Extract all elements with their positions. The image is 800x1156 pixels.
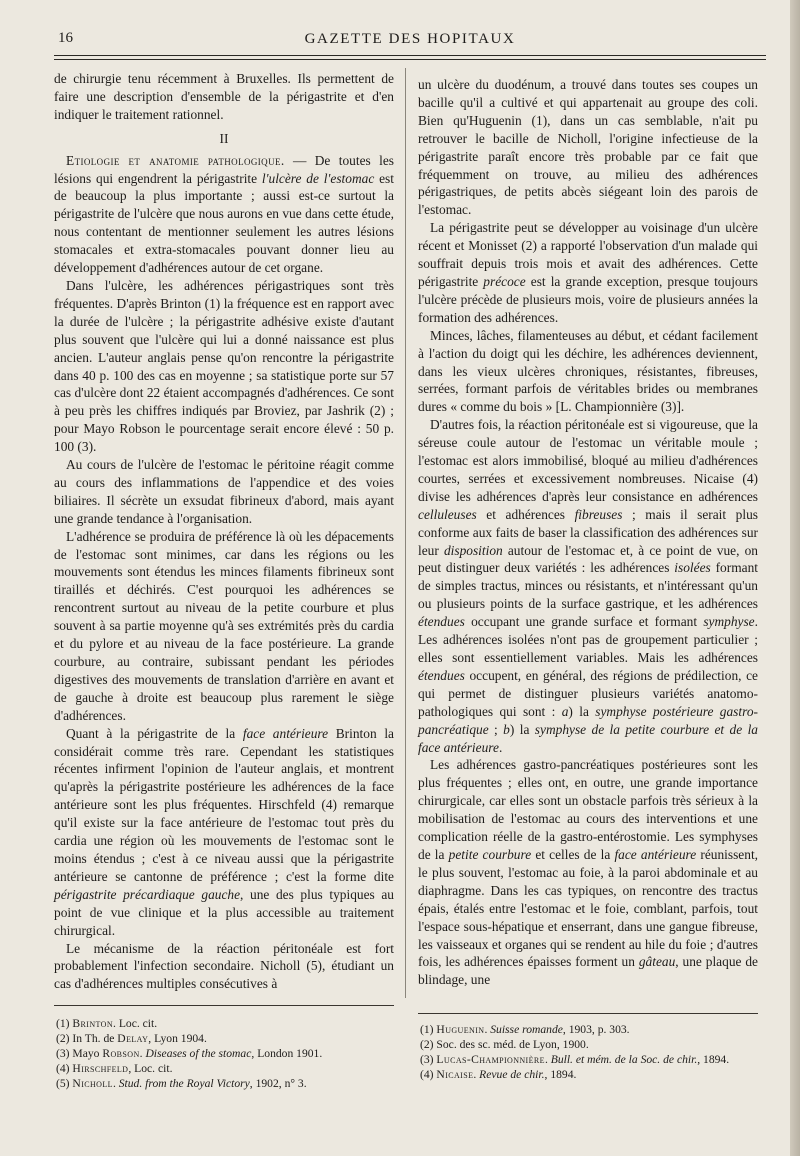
paragraph: Au cours de l'ulcère de l'estomac le péritoine réagit comme au cours des inflammations de l'appendice et des voies biliaires. Il sécrète un exsudat fibrineux d'abord, mais ayant une grande tendance à l'organisation.: [54, 457, 394, 526]
running-title: GAZETTE DES HOPITAUX: [304, 31, 516, 47]
footnote: (1) Brinton. Loc. cit.: [56, 1017, 158, 1030]
left-footnotes: [56, 1017, 392, 1092]
header-rule-thin: [54, 59, 766, 60]
paragraph: Etiologie et anatomie pathologique. — De toutes les lésions qui engendrent la périgastrite l'ulcère de l'estomac est de beaucoup la plus importante ; aussi est-ce surtout la périgastrite de l'ulcère que nous aurons en vue dans cette étude, nous contentant de mentionner seulement les autres lésions stomacales et extra-stomacales pouvant donner lieu au développement d'adhérences autour de cet organe.: [54, 152, 394, 276]
header-rule-thick: [54, 55, 766, 56]
paragraph: D'autres fois, la réaction péritonéale est si vigoureuse, que la séreuse coule autour de l'estomac un véritable moule ; l'estomac est alors immobilisé, bloqué au milieu d'adhérences courtes, serrées et excessivement nombreuses. Nicaise (4) divise les adhérences d'après leur consistance en adhérences celluleuses et adhérences fibreuses ; mais il serait plus conforme aux faits de baser la classification des adhérences sur leur disposition autour de l'estomac et, à ce point de vue, on peut distinguer deux variétés : les adhérences isolées formant de simples tractus, minces ou résistants, et n'intéressant qu'un ou plusieurs points de la surface gastrique, et les adhérences étendues occupant une grande surface et formant symphyse. Les adhérences isolées n'ont pas de groupement particulier ; elles sont essentiellement variables. Mais les adhérences étendues occupent, en général, des régions de prédilection, ce qui permet de distinguer plusieurs variétés anatomo-pathologiques qui sont : a) la symphyse postérieure gastro-pancréatique ; b) la symphyse de la petite courbure et de la face antérieure.: [418, 417, 759, 755]
paragraph: L'adhérence se produira de préférence là où les dépacements de l'estomac sont minimes, car dans les régions ou les mouvements sont étendus les minces filaments fibrineux sont tiraillés et déchirés. C'est pourquoi les adhérences se rencontrent surtout au niveau de la petite courbure et plus souvent à sa partie moyenne qu'à ses extrémités près du cardia et du pylore et au niveau de la face postérieure. La grande courbure, au contraire, subissant pendant les périodes digestives des mouvements de translation d'arrière en avant et de gauche à droite est beaucoup plus rarement le siège d'adhérences.: [54, 528, 394, 723]
left-column: [54, 70, 394, 993]
footnote: (2) Soc. des sc. méd. de Lyon, 1900.: [420, 1037, 589, 1051]
paragraph: Le mécanisme de la réaction péritonéale est fort probablement l'infection secondaire. Nicholl (5), étudiant un cas d'adhérences multiples consécutives à: [54, 940, 394, 992]
footnote-rule: [418, 1013, 758, 1014]
footnote: (4) Nicaise. Revue de chir., 1894.: [420, 1067, 577, 1081]
paragraph: Les adhérences gastro-pancréatiques postérieures sont les plus fréquentes ; elles ont, en outre, une grande importance chirurgicale, car elles sont un obstacle parfois très sérieux à la mobilisation de l'estomac au cours des interventions et une complication réelle de la gastro-entérostomie. Les symphyses de la petite courbure et celles de la face antérieure réunissent, le plus souvent, l'estomac au foie, à la paroi abdominale et au diaphragme. Dans les cas typiques, on rencontre des tractus épais, étalés entre l'estomac et le foie, comblant, parfois, tout l'espace sous-hépatique et enserrant, dans une gangue fibreuse, les vaisseaux et organes qui se rendent au hile du foie ; d'autres fois, les adhérences épaisses forment un gâteau, une plaque de blindage, une: [418, 757, 759, 988]
section-number: II: [219, 130, 229, 146]
page-edge: [790, 0, 800, 1156]
right-column: [418, 76, 758, 989]
footnote-rule: [54, 1005, 394, 1006]
paragraph: un ulcère du duodénum, a trouvé dans toutes ses coupes un bacille qu'il a cultivé et qui appartenait au groupe des coli. Bien qu'Huguenin (1), dans un cas semblable, n'ait pu retrouver le bacille de Nicholl, l'origine infectieuse de la périgastrite paraît encore très probable par ce fait que fréquemment on trouve, au milieu des adhérences périgastriques, de petits abcès siégeant loin des parois de l'estomac.: [418, 77, 758, 218]
footnote: (1) Huguenin. Suisse romande, 1903, p. 303.: [420, 1023, 630, 1036]
page-header: [54, 28, 766, 50]
footnote: (4) Hirschfeld, Loc. cit.: [56, 1061, 173, 1075]
paragraph: Quant à la périgastrite de la face antérieure Brinton la considérait comme très rare. Cependant les statistiques récentes infirment l'opinion de l'auteur anglais, et montrent qu'après la périgastrite postérieure les adhérences de la face antérieure sont les plus fréquentes. Hirschfeld (4) remarque qu'il existe sur la face antérieure de l'estomac tout près du cardia une région où les mouvements de l'estomac sont le moins étendus ; c'est à ce niveau aussi que la périgastrite antérieure se cantonne de préférence ; c'est la forme dite périgastrite précardiaque gauche, une des plus typiques au point de vue clinique et la plus accessible au traitement chirurgical.: [54, 725, 395, 938]
footnote: (2) In Th. de Delay, Lyon 1904.: [56, 1031, 207, 1045]
section-heading: Etiologie et anatomie pathologique.: [66, 152, 285, 168]
footnote: (3) Lucas-Championnière. Bull. et mém. de la Soc. de chir., 1894.: [420, 1052, 730, 1066]
paragraph: Minces, lâches, filamenteuses au début, et cédant facilement à l'action du doigt qui les déchire, les adhérences deviennent, dans les vieux ulcères chroniques, résistantes, fibreuses, serrées, formant parfois de véritables brides ou membranes dures « comme du bois » [L. Championnière (3)].: [418, 327, 758, 415]
footnote: (3) Mayo Robson. Diseases of the stomac, London 1901.: [56, 1046, 323, 1060]
page-number: 16: [58, 30, 73, 46]
right-footnotes: [420, 1023, 756, 1083]
footnote: (5) Nicholl. Stud. from the Royal Victory, 1902, n° 3.: [56, 1076, 307, 1090]
paragraph: La périgastrite peut se développer au voisinage d'un ulcère récent et Monisset (2) a rapporté l'observation d'un malade qui souffrait depuis trois mois et avait des adhérences. Cette périgastrite précoce est la grande exception, presque toujours l'ulcère précède de plusieurs mois, voire de plusieurs années la formation des adhérences.: [418, 220, 758, 325]
paragraph: de chirurgie tenu récemment à Bruxelles. Ils permettent de faire une description d'ensemble de la périgastrite et d'en indiquer le traitement rationnel.: [54, 71, 394, 122]
paragraph: Dans l'ulcère, les adhérences périgastriques sont très fréquentes. D'après Brinton (1) la fréquence est en rapport avec la durée de l'ulcère ; la périgastrite adhésive existe d'autant plus souvent que l'ulcère qui lui a donné naissance est plus ancien. L'auteur anglais pense qu'on rencontre la périgastrite dans 40 p. 100 des cas en moyenne ; sa statistique porte sur 57 cas d'ulcère dont 22 étaient accompagnés d'adhérences. Ce sont à peu près les chiffres indiqués par Broviez, par Jashrik (2) ; pour Mayo Robson le pourcentage serait encore élevé : 50 p. 100 (3).: [54, 277, 394, 455]
column-separator: [405, 68, 406, 998]
